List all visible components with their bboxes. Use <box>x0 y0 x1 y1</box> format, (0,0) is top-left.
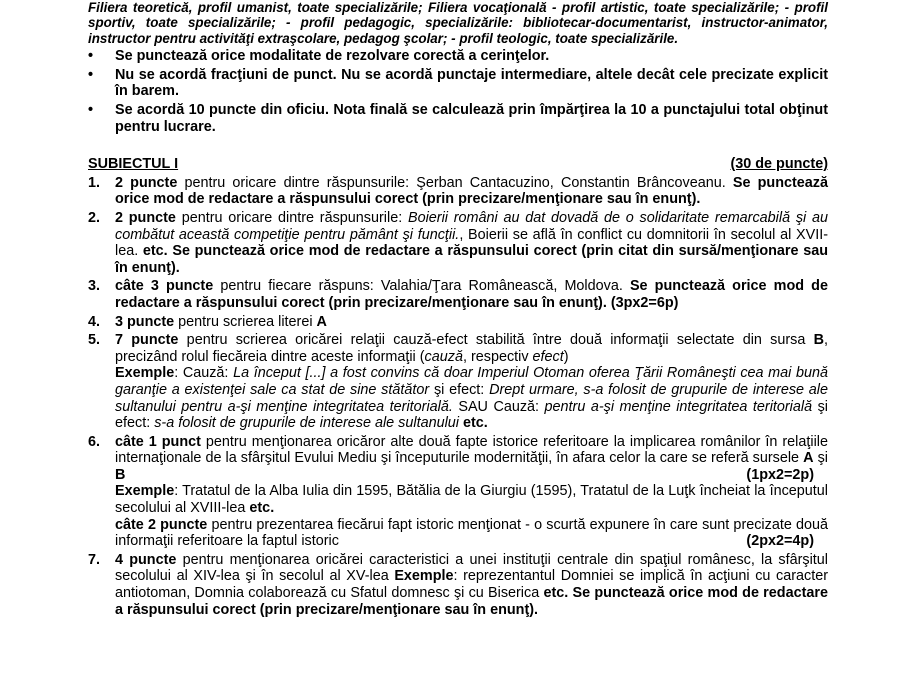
examples-label: Exemple <box>115 365 175 382</box>
item-points: 2 puncte <box>115 209 176 226</box>
item-note: Se punctează orice mod de redactare a răspunsului corect (prin citat din sursă/menţionare sau în enunţ). <box>115 243 828 276</box>
item-number: 3. <box>88 278 101 295</box>
subject-title: SUBIECTUL I <box>88 156 179 173</box>
item-3 <box>88 278 828 311</box>
item-etc: etc. <box>142 243 168 260</box>
item-points: 4 puncte <box>115 551 177 568</box>
item-etc: etc. <box>249 500 275 517</box>
examples-label: Exemple <box>394 568 454 585</box>
item-text: , precizând rolul fiecăreia dintre aceste informaţii ( <box>115 332 829 365</box>
item-main <box>115 332 828 365</box>
example-text: : reprezentantul Domniei se implică în acţiuni cu caracter antiotoman, Domnia colaborează cu Sfatul domnesc şi cu Biserica <box>115 568 828 602</box>
item-letter: B <box>115 466 126 483</box>
example-text: şi efect: <box>429 381 490 398</box>
example-text: : Cauză: <box>174 365 234 382</box>
item-points: câte 2 puncte <box>115 516 208 533</box>
item-etc: etc. <box>459 415 488 432</box>
item-text: pentru menţionarea oricăror alte două fapte istorice referitoare la implicarea românilor în relaţiile internaţionale de la sfârşitul Evului Mediu şi începuturile modernităţii, în afara celor la care se referă sursele <box>115 433 828 467</box>
rule-item: • Se punctează orice modalitate de rezolvare corectă a cerinţelor. <box>88 48 828 65</box>
item-number: 2. <box>88 209 101 226</box>
item-text: pentru oricare dintre răspunsurile: Şerban Cantacuzino, Constantin Brâncoveanu. <box>177 174 733 191</box>
item-role: cauză <box>424 348 463 365</box>
item-main <box>115 434 828 484</box>
item-number: 7. <box>88 551 101 568</box>
items-list <box>88 175 828 618</box>
item-2 <box>88 210 828 276</box>
example-text: : Tratatul de la Alba Iulia din 1595, Bătălia de la Giurgiu (1595), Tratatul de la Luţk încheiat la începutul secolului al XVIII-lea <box>115 483 828 517</box>
item-number: 6. <box>88 433 101 450</box>
item-score: (2px2=4p) <box>746 533 814 550</box>
general-rules-list <box>88 48 828 135</box>
item-text: , Boierii se află în conflict cu domnitorii în secolul al XVII-lea. <box>115 226 828 260</box>
item-text: ) <box>563 348 569 365</box>
item-text: pentru fiecare răspuns: Valahia/Ţara Românească, Moldova. <box>213 278 630 295</box>
example-quote: La început [...] a fost convins că doar Imperiul Otoman oferea Ţării Româneşti cea mai bună garanţie a existenţei sale ca stat de sine stătător <box>115 365 829 398</box>
item-number: 5. <box>88 332 101 349</box>
item-text: pentru scrierea oricărei relaţii cauză-efect stabilită între două informaţii selectate din sursa <box>178 332 814 349</box>
subject-points: (30 de puncte) <box>730 156 828 173</box>
example-quote: s-a folosit de grupurile de interese ale sultanului <box>154 415 459 432</box>
item-1 <box>88 175 828 208</box>
item-number: 4. <box>88 313 101 330</box>
example-text: şi efect: <box>115 398 828 432</box>
example-quote: Drept urmare, s-a folosit de grupurile de interese ale sultanului pentru a-şi menţine integritatea teritorială. <box>115 381 829 415</box>
item-points: 2 puncte <box>115 174 178 191</box>
item-letter: B <box>813 332 825 349</box>
item-text: pentru oricare dintre răspunsurile: <box>175 209 408 226</box>
item-text: pentru scrierea literei <box>174 313 317 330</box>
item-4 <box>88 314 828 331</box>
item-points: câte 3 puncte <box>115 278 214 295</box>
item-text: pentru menţionarea oricărei caracteristici a unei instituţii centrale din spaţiul românesc, la sfârşitul secolului al XIV-lea şi în secolul al XV-lea <box>115 551 828 585</box>
item-7 <box>88 552 828 618</box>
scoring-guide-page <box>88 0 828 618</box>
item-points: 7 puncte <box>115 332 179 349</box>
example-text: SAU Cauză: <box>452 398 545 415</box>
item-second-part <box>115 517 828 550</box>
item-examples <box>115 365 828 431</box>
item-examples <box>115 483 828 516</box>
item-quote: Boierii români au dat dovadă de o solidaritate remarcabilă şi au combătut această competiţie pentru pământ şi funcţii. <box>115 209 829 243</box>
item-note: Se punctează orice mod de redactare a răspunsului corect (prin precizare/menţionare sau în enunţ). <box>115 585 828 618</box>
item-text: , respectiv <box>462 348 533 365</box>
item-text: pentru prezentarea fiecărui fapt istoric menţionat - o scurtă expunere în care sunt precizate două informaţii referitoare la faptul istoric <box>115 516 828 550</box>
item-score: (1px2=2p) <box>746 466 814 483</box>
item-note: Se punctează orice mod de redactare a răspunsului corect (prin precizare/menţionare sau în enunţ). (3px2=6p) <box>115 278 828 311</box>
rule-item: • Nu se acordă fracţiuni de punct. Nu se acordă punctaje intermediare, altele decât cele precizate explicit în barem. <box>88 67 828 100</box>
example-quote: pentru a-şi menţine integritatea teritorială <box>544 398 813 415</box>
rule-item: • Se acordă 10 puncte din oficiu. Nota finală se calculează prin împărţirea la 10 a punctajului total obţinut pentru lucrare. <box>88 102 828 135</box>
subject-heading <box>88 156 828 173</box>
item-points: 3 puncte <box>115 313 175 330</box>
item-number: 1. <box>88 174 101 191</box>
item-letter: A <box>316 313 327 330</box>
item-6 <box>88 434 828 550</box>
item-etc: etc. <box>543 585 569 602</box>
item-points: câte 1 punct <box>115 433 201 450</box>
item-role: efect <box>532 348 564 365</box>
examples-label: Exemple <box>115 483 175 500</box>
item-letter: A <box>803 450 814 467</box>
item-note: Se punctează orice mod de redactare a răspunsului corect (prin precizare/menţionare sau în enunţ). <box>115 174 828 208</box>
item-5 <box>88 332 828 432</box>
item-text: şi <box>813 450 828 467</box>
intro-paragraph: Filiera teoretică, profil umanist, toate specializările; Filiera vocaţională - profil artistic, toate specializările; - profil sportiv, toate specializările; - profil pedagogic, specializările: bibliotecar-documentarist, instructor-animator, instructor pentru activităţi extraşcolare, pedagog şcolar; - profil teologic, toate specializările. <box>88 0 828 46</box>
